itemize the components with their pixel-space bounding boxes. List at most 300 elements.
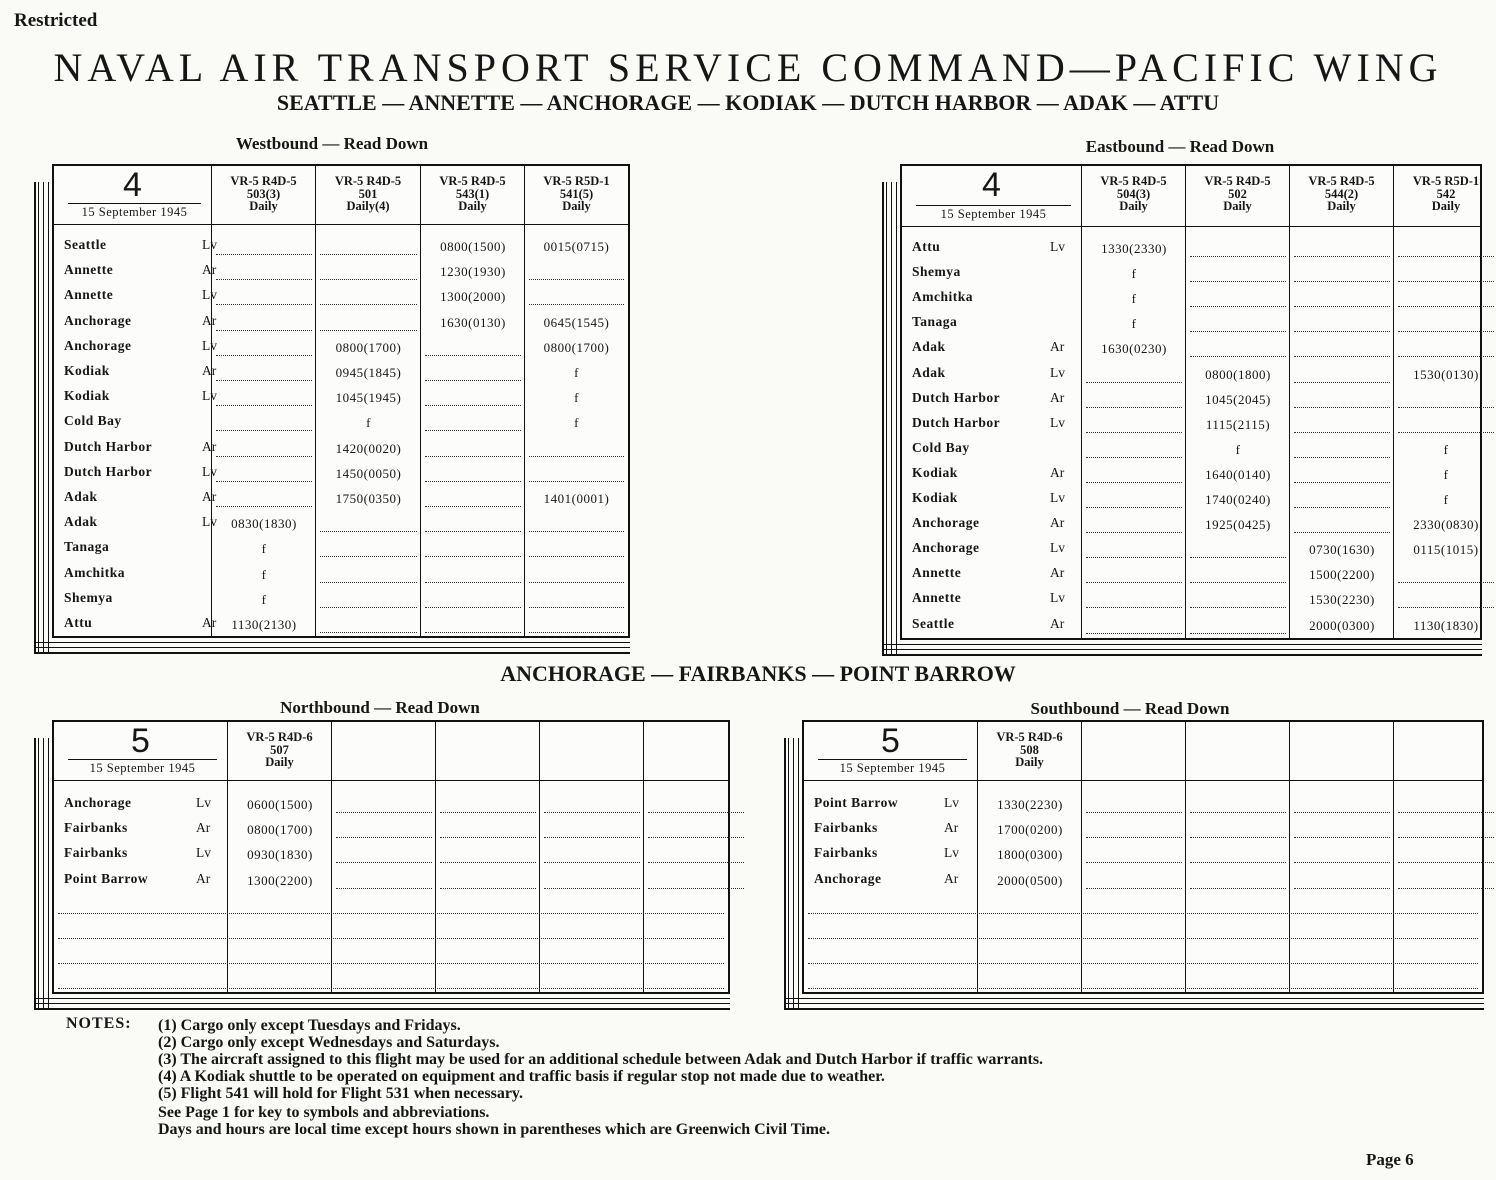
station-name: Cold Bay [64, 413, 122, 429]
time-cell [1394, 261, 1496, 286]
time-cell: 1130(2130) [231, 617, 297, 632]
southbound-col-4-equipment [1290, 731, 1393, 744]
eastbound-flight-col-header-3 [1290, 166, 1394, 226]
time-cell [421, 436, 525, 461]
eastbound-col-4-equipment: VR-5 R5D-1 [1412, 174, 1480, 188]
westbound-page-stack-bottom [34, 640, 630, 654]
time-cell [436, 792, 540, 817]
arrive-leave-code: Ar [202, 363, 217, 378]
time-cell [316, 234, 421, 259]
table-row [54, 436, 628, 461]
time-cell: 1700(0200) [997, 822, 1063, 838]
station-name: Anchorage [64, 312, 132, 328]
time-cell [1186, 236, 1290, 261]
time-cell: 0730(1630) [1309, 542, 1375, 558]
time-cell [1290, 236, 1394, 261]
time-cell [212, 461, 316, 486]
southbound-blank-ruled-row [808, 988, 1478, 989]
northbound-blank-ruled-row [58, 963, 724, 964]
northbound-table-date: 15 September 1945 [68, 759, 217, 776]
southbound-col-2-equipment [1082, 731, 1185, 744]
arrive-leave-code: Ar [202, 489, 217, 504]
time-cell: 1750(0350) [335, 491, 402, 506]
time-cell [421, 612, 525, 637]
time-cell: 1045(1945) [335, 390, 402, 406]
table-row [902, 487, 1480, 512]
time-cell [316, 536, 421, 561]
time-cell: 1450(0050) [335, 465, 402, 481]
time-cell: f [574, 415, 579, 431]
northbound-col-2-equipment [332, 731, 435, 744]
table-row [54, 259, 628, 284]
eastbound-flight-col-header-2 [1186, 166, 1290, 226]
time-cell [1186, 286, 1290, 311]
time-cell [1394, 587, 1496, 612]
table-row [54, 310, 628, 335]
northbound-col-5-equipment [644, 731, 748, 744]
northbound-page-stack-edge [34, 738, 50, 1010]
arrive-leave-code: Lv [202, 388, 217, 404]
station-name: Tanaga [64, 539, 110, 555]
northbound-col-2-flight-number [332, 744, 435, 757]
table-row [54, 385, 628, 410]
time-cell [1394, 311, 1496, 336]
page-title: NAVAL AIR TRANSPORT SERVICE COMMAND—PACIFIC WING [53, 45, 1443, 90]
station-name: Shemya [912, 264, 961, 280]
time-cell [525, 284, 628, 309]
time-cell [525, 461, 628, 486]
time-cell: 0015(0715) [543, 239, 610, 254]
time-cell [644, 868, 748, 893]
westbound-col-2-equipment: VR-5 R4D-5 [334, 174, 402, 188]
table-row [902, 587, 1480, 612]
table-row [902, 412, 1480, 437]
time-cell [1290, 487, 1394, 512]
time-cell [525, 562, 628, 587]
time-cell [1394, 562, 1496, 587]
station-name: Fairbanks [814, 820, 878, 836]
westbound-page-stack-edge [34, 182, 50, 654]
time-cell: f [261, 591, 267, 607]
arrive-leave-code: Lv [196, 795, 211, 810]
time-cell: f [1235, 441, 1241, 457]
westbound-col-3-equipment: VR-5 R4D-5 [439, 174, 506, 188]
northbound-col-5-flight-number [644, 744, 748, 757]
time-cell [1082, 487, 1186, 512]
note-2: (2) Cargo only except Wednesdays and Saturdays. [158, 1034, 500, 1051]
time-cell [421, 461, 525, 486]
station-name: Adak [64, 514, 98, 530]
northbound-flight-col-header-1 [228, 722, 332, 780]
station-name: Dutch Harbor [64, 438, 153, 454]
table-row [902, 336, 1480, 361]
time-cell [1082, 613, 1186, 638]
southbound-col-5-equipment [1394, 731, 1496, 744]
time-cell [1290, 868, 1394, 893]
table-row [54, 792, 728, 817]
table-row [902, 562, 1480, 587]
station-name: Seattle [64, 237, 107, 252]
restricted-label: Restricted [14, 10, 98, 31]
eastbound-sheet [900, 164, 1482, 640]
table-row [902, 261, 1480, 286]
northbound-col-3-equipment [436, 731, 539, 744]
table-row [54, 234, 628, 259]
northbound-table-id-box [54, 722, 228, 780]
arrive-leave-code: Lv [202, 463, 217, 479]
southbound-col-2-frequency [1082, 756, 1185, 769]
arrive-leave-code: Lv [1050, 490, 1065, 505]
note-4: (4) A Kodiak shuttle to be operated on equipment and traffic basis if regular stop not made due to weather. [158, 1068, 885, 1085]
time-cell [1082, 587, 1186, 612]
southbound-flight-col-header-3 [1186, 722, 1290, 780]
arrive-leave-code: Ar [944, 820, 959, 836]
time-cell [212, 284, 316, 309]
station-name: Kodiak [64, 388, 110, 404]
westbound-col-2-flight-number: 501 [358, 186, 378, 201]
arrive-leave-code: Lv [196, 845, 211, 861]
time-cell: 1925(0425) [1205, 517, 1271, 533]
time-cell [1082, 462, 1186, 487]
time-cell [212, 486, 316, 511]
time-cell [1082, 792, 1186, 817]
time-cell [316, 259, 421, 284]
eastbound-flight-col-header-4 [1394, 166, 1496, 226]
table-row [902, 286, 1480, 311]
time-cell: 1420(0020) [335, 440, 402, 456]
notes-label: NOTES: [66, 1015, 132, 1032]
time-cell [1290, 842, 1394, 867]
arrive-leave-code: Lv [944, 795, 959, 810]
time-cell: f [1443, 441, 1449, 457]
eastbound-col-1-flight-number: 504(3) [1116, 186, 1151, 201]
table-row [54, 587, 628, 612]
route-title-secondary: ANCHORAGE — FAIRBANKS — POINT BARROW [500, 661, 1016, 686]
time-cell: 1740(0240) [1205, 492, 1271, 507]
southbound-col-3-flight-number [1186, 744, 1289, 757]
station-name: Amchitka [64, 564, 125, 580]
time-cell: f [1131, 316, 1137, 332]
station-name: Dutch Harbor [912, 414, 1001, 430]
table-row [54, 335, 628, 360]
time-cell [1186, 562, 1290, 587]
time-cell [1082, 512, 1186, 537]
time-cell [1082, 437, 1186, 462]
time-cell [1394, 412, 1496, 437]
northbound-header-rule [54, 780, 728, 781]
time-cell [421, 587, 525, 612]
table-row [902, 362, 1480, 387]
time-cell [525, 536, 628, 561]
time-cell [1290, 512, 1394, 537]
westbound-col-3-frequency: Daily [458, 199, 487, 213]
time-cell [1290, 362, 1394, 387]
station-name: Anchorage [912, 540, 980, 556]
time-cell [212, 335, 316, 360]
arrive-leave-code: Lv [1050, 590, 1065, 606]
arrive-leave-code: Lv [202, 287, 217, 303]
time-cell [421, 511, 525, 536]
time-cell [1186, 868, 1290, 893]
eastbound-col-3-equipment: VR-5 R4D-5 [1308, 174, 1375, 188]
station-name: Cold Bay [912, 439, 970, 455]
time-cell [212, 410, 316, 435]
time-cell [421, 335, 525, 360]
westbound-sheet [52, 164, 630, 638]
time-cell: 0600(1500) [247, 797, 313, 812]
station-name: Annette [912, 590, 962, 606]
station-name: Kodiak [912, 490, 958, 505]
westbound-header-rule [54, 224, 628, 225]
time-cell [212, 234, 316, 259]
station-name: Kodiak [64, 363, 110, 378]
eastbound-col-4-frequency: Daily [1431, 199, 1461, 213]
station-name: Annette [912, 565, 962, 581]
time-cell: f [1131, 291, 1137, 307]
time-cell [1394, 868, 1496, 893]
time-cell [1186, 613, 1290, 638]
time-cell: 1630(0130) [440, 314, 506, 330]
time-cell [1186, 261, 1290, 286]
time-cell [1394, 792, 1496, 817]
time-cell: 1630(0230) [1101, 341, 1167, 357]
southbound-blank-ruled-row [808, 913, 1478, 914]
time-cell: 1401(0001) [543, 491, 610, 506]
time-cell [1082, 562, 1186, 587]
time-cell [525, 612, 628, 637]
table-row [54, 842, 728, 867]
time-cell: 0800(1500) [440, 239, 506, 254]
westbound-col-4-equipment: VR-5 R5D-1 [543, 174, 610, 188]
northbound-col-3-frequency [436, 756, 539, 769]
time-cell [540, 868, 644, 893]
station-name: Adak [912, 339, 946, 355]
note-1: (1) Cargo only except Tuesdays and Fridays. [158, 1017, 461, 1034]
time-cell: 1640(0140) [1205, 466, 1271, 482]
eastbound-header-rule [902, 226, 1480, 227]
northbound-table-number: 5 [131, 722, 150, 760]
westbound-table-number: 4 [123, 166, 142, 204]
station-name: Annette [64, 287, 114, 303]
station-name: Anchorage [64, 795, 132, 810]
southbound-col-3-equipment [1186, 731, 1289, 744]
westbound-col-1-equipment: VR-5 R4D-5 [230, 174, 297, 188]
time-cell: 0830(1830) [231, 516, 297, 532]
westbound-col-2-frequency: Daily(4) [346, 199, 390, 213]
table-row [902, 462, 1480, 487]
time-cell [316, 310, 421, 335]
arrive-leave-code: Ar [1050, 615, 1065, 631]
time-cell [525, 259, 628, 284]
time-cell: 2330(0830) [1413, 517, 1479, 533]
time-cell: 0800(1700) [247, 822, 313, 838]
time-cell [1082, 362, 1186, 387]
time-cell [316, 562, 421, 587]
arrive-leave-code: Lv [202, 514, 217, 530]
station-name: Point Barrow [64, 870, 149, 886]
arrive-leave-code: Ar [1050, 565, 1065, 581]
table-row [902, 512, 1480, 537]
station-name: Fairbanks [814, 845, 878, 861]
westbound-col-3-flight-number: 543(1) [455, 186, 490, 201]
northbound-col-1-frequency: Daily [265, 755, 294, 769]
time-cell [332, 842, 436, 867]
northbound-col-5-frequency [644, 756, 748, 769]
time-cell [1394, 387, 1496, 412]
time-cell [332, 868, 436, 893]
page-number: Page 6 [1366, 1150, 1414, 1169]
station-name: Kodiak [912, 464, 958, 480]
station-name: Anchorage [64, 337, 132, 353]
time-cell: 1045(2045) [1205, 391, 1271, 407]
time-cell [1290, 286, 1394, 311]
time-cell: 1500(2200) [1309, 567, 1375, 583]
time-cell [525, 511, 628, 536]
time-cell [212, 360, 316, 385]
southbound-col-5-flight-number [1394, 744, 1496, 757]
eastbound-col-3-frequency: Daily [1327, 199, 1356, 213]
eastbound-col-2-frequency: Daily [1223, 199, 1252, 213]
route-title-main: SEATTLE — ANNETTE — ANCHORAGE — KODIAK — DUTCH HARBOR — ADAK — ATTU [276, 90, 1220, 115]
table-row [54, 486, 628, 511]
westbound-heading: Westbound — Read Down [235, 134, 429, 153]
arrive-leave-code: Ar [196, 870, 211, 886]
time-cell: f [366, 415, 371, 431]
table-row [54, 410, 628, 435]
westbound-timetable [34, 164, 630, 654]
northbound-col-3-flight-number [436, 744, 539, 757]
time-cell [1394, 842, 1496, 867]
southbound-table-id-box [804, 722, 978, 780]
note-5: (5) Flight 541 will hold for Flight 531 when necessary. [158, 1085, 524, 1102]
time-cell [1186, 311, 1290, 336]
eastbound-col-2-equipment: VR-5 R4D-5 [1204, 174, 1271, 188]
time-cell: 0645(1545) [543, 314, 610, 330]
time-cell [1394, 286, 1496, 311]
time-cell [644, 842, 748, 867]
time-cell [1394, 817, 1496, 842]
time-cell [316, 587, 421, 612]
table-row [804, 792, 1482, 817]
table-row [902, 236, 1480, 261]
northbound-col-4-frequency [540, 756, 643, 769]
southbound-table-number: 5 [881, 722, 900, 760]
notes-footer-line-2: Days and hours are local time except hours shown in parentheses which are Greenwich Civil Time. [158, 1121, 831, 1138]
time-cell [540, 842, 644, 867]
time-cell [1394, 336, 1496, 361]
station-name: Seattle [912, 615, 955, 631]
time-cell [1290, 792, 1394, 817]
note-3: (3) The aircraft assigned to this flight may be used for an additional schedule between Adak and Dutch Harbor if traffic warrants. [158, 1051, 1044, 1068]
time-cell: 1800(0300) [997, 847, 1063, 863]
northbound-heading: Northbound — Read Down [280, 698, 480, 717]
southbound-flight-col-header-4 [1290, 722, 1394, 780]
table-row [902, 437, 1480, 462]
table-row [54, 461, 628, 486]
arrive-leave-code: Ar [202, 438, 217, 454]
time-cell: 1530(0130) [1413, 366, 1479, 382]
eastbound-col-3-flight-number: 544(2) [1324, 186, 1359, 201]
time-cell: 2000(0500) [997, 872, 1063, 888]
time-cell: 0945(1845) [335, 365, 402, 380]
table-row [804, 868, 1482, 893]
table-row [54, 360, 628, 385]
southbound-col-5-frequency [1394, 756, 1496, 769]
time-cell: f [1131, 266, 1137, 282]
southbound-flight-col-header-2 [1082, 722, 1186, 780]
southbound-col-1-equipment: VR-5 R4D-6 [996, 730, 1063, 744]
northbound-sheet [52, 720, 730, 994]
table-row [902, 613, 1480, 638]
time-cell: f [261, 541, 267, 557]
time-cell [540, 792, 644, 817]
northbound-flight-col-header-4 [540, 722, 644, 780]
arrive-leave-code: Lv [944, 845, 959, 861]
southbound-page-stack-edge [784, 738, 800, 1010]
westbound-col-1-frequency: Daily [249, 199, 278, 213]
northbound-col-1-equipment: VR-5 R4D-6 [246, 730, 313, 744]
table-row [902, 387, 1480, 412]
southbound-col-4-flight-number [1290, 744, 1393, 757]
eastbound-page-stack-bottom [882, 642, 1482, 656]
time-cell [212, 436, 316, 461]
time-cell [1186, 792, 1290, 817]
time-cell [316, 511, 421, 536]
northbound-blank-ruled-row [58, 988, 724, 989]
time-cell [1290, 311, 1394, 336]
time-cell [1186, 842, 1290, 867]
time-cell [332, 792, 436, 817]
time-cell [1290, 387, 1394, 412]
northbound-blank-ruled-row [58, 913, 724, 914]
station-name: Amchitka [912, 289, 973, 305]
arrive-leave-code: Ar [1050, 389, 1065, 405]
table-row [54, 817, 728, 842]
time-cell: 0800(1700) [335, 339, 402, 355]
time-cell [316, 612, 421, 637]
southbound-flight-col-header-5 [1394, 722, 1496, 780]
arrive-leave-code: Ar [1050, 515, 1065, 531]
time-cell: 1300(2000) [440, 289, 506, 305]
time-cell [1290, 817, 1394, 842]
eastbound-col-2-flight-number: 502 [1228, 186, 1247, 201]
arrive-leave-code: Lv [202, 237, 217, 252]
westbound-table-id-box [54, 166, 212, 224]
northbound-col-2-frequency [332, 756, 435, 769]
time-cell: 1530(2230) [1309, 592, 1375, 608]
arrive-leave-code: Lv [1050, 364, 1065, 380]
time-cell: f [1443, 492, 1449, 507]
eastbound-col-4-flight-number: 542 [1436, 186, 1456, 201]
station-name: Dutch Harbor [64, 463, 153, 479]
westbound-col-4-flight-number: 541(5) [559, 186, 594, 201]
southbound-heading: Southbound — Read Down [1030, 699, 1230, 718]
station-name: Attu [64, 615, 93, 630]
station-name: Fairbanks [64, 820, 128, 836]
time-cell [1290, 462, 1394, 487]
time-cell [421, 562, 525, 587]
time-cell [436, 842, 540, 867]
time-cell: 1115(2115) [1205, 416, 1271, 432]
northbound-col-4-flight-number [540, 744, 643, 757]
station-name: Anchorage [814, 870, 882, 886]
arrive-leave-code: Ar [944, 870, 959, 886]
time-cell: 1230(1930) [440, 264, 506, 280]
time-cell [1186, 537, 1290, 562]
time-cell [1186, 336, 1290, 361]
time-cell [1290, 261, 1394, 286]
table-row [54, 511, 628, 536]
